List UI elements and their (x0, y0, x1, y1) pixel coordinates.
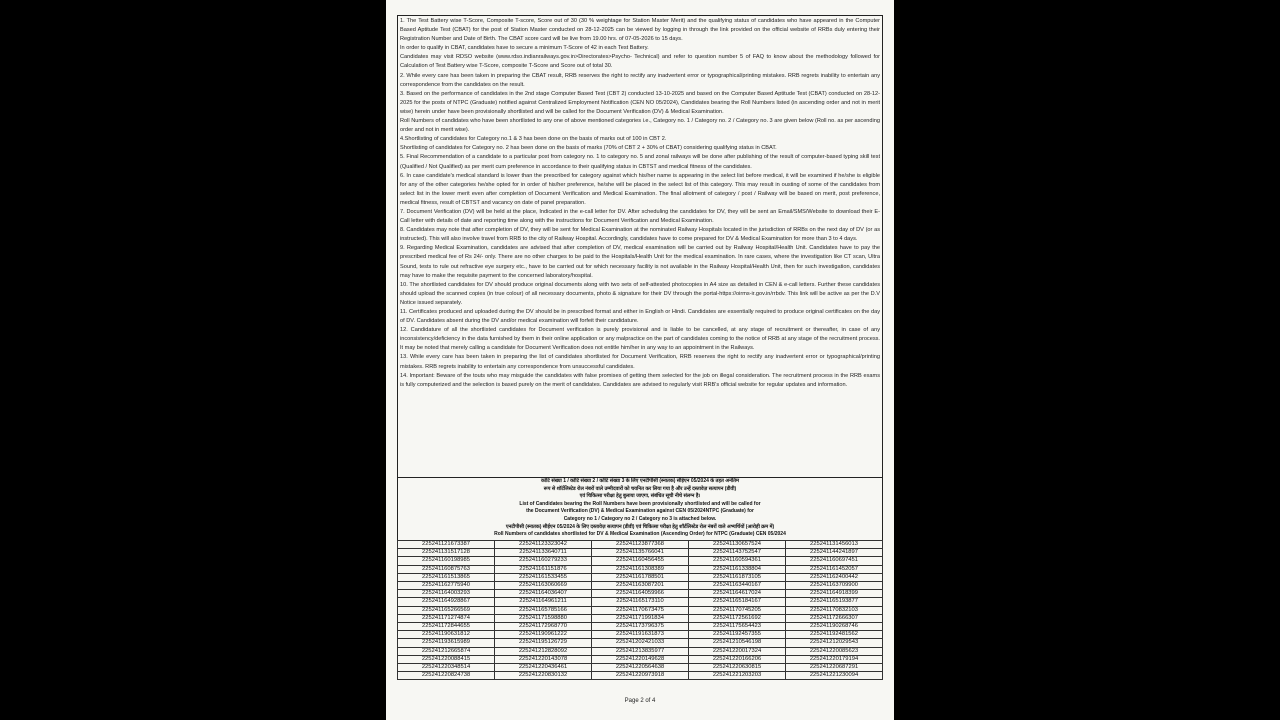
roll-number-cell: 225241220348514 (398, 664, 495, 672)
table-row (398, 664, 883, 672)
document-page (386, 0, 894, 720)
table-row (398, 590, 883, 598)
roll-number-cell: 225241212665874 (398, 647, 495, 655)
roll-number-cell: 225241220830132 (495, 672, 592, 680)
table-row (398, 582, 883, 590)
note-paragraph: Shortlisting of candidates for Category no. 2 has been done on the basis of marks (70% of CBT 2 + 30% of CBAT) considering qualifying status in CBAT. (400, 145, 777, 152)
roll-number-cell: 225241123323042 (495, 541, 592, 549)
roll-number-cell: 225241220179194 (786, 655, 883, 663)
roll-number-cell: 225241165173110 (592, 598, 689, 606)
note-paragraph: Roll Numbers of candidates who have been shortlisted to any one of above mentioned categories i.e., Category no. 1 / Category no. 2 / Category no. 3 are given below (Roll no. as per ascending order and not in merit wise). (400, 118, 880, 134)
table-row (398, 573, 883, 581)
roll-number-cell: 225241220973918 (592, 672, 689, 680)
table-row (398, 557, 883, 565)
table-row (398, 655, 883, 663)
roll-number-cell: 225241163709900 (786, 582, 883, 590)
roll-number-cell: 225241165785166 (495, 606, 592, 614)
header-line: List of Candidates bearing the Roll Numbers have been provisionally shortlisted and will be called for (519, 500, 761, 507)
roll-number-cell: 225241221203203 (689, 672, 786, 680)
note-paragraph: 11. Certificates produced and uploaded during the DV should be in prescribed format and either in English or Hindi. Candidates are essentially required to produce original certificates on the day of DV. Candidates absent during the DV and/or medical examination will forfeit their candidature. (400, 309, 880, 325)
roll-number-cell: 225241160279233 (495, 557, 592, 565)
table-row (398, 549, 883, 557)
roll-number-cell: 225241192457355 (689, 631, 786, 639)
roll-number-cell: 225241172844655 (398, 623, 495, 631)
roll-number-cell: 225241164617024 (689, 590, 786, 598)
roll-number-cell: 225241131456013 (786, 541, 883, 549)
roll-number-table (397, 540, 883, 680)
roll-number-cell: 225241210546198 (689, 639, 786, 647)
roll-number-cell: 225241191631873 (592, 631, 689, 639)
roll-number-cell: 225241170745205 (689, 606, 786, 614)
note-paragraph: 1. The Test Battery wise T-Score, Composite T-score, Score out of 30 (30 % weightage for Station Master Merit) and the qualifying status of candidates who have appeared in the Computer Based Aptitude Test (CBAT) for the post of Station Master conducted on 28-12-2025 can be viewed by logging in through the link provided on the official website of RRBs duly entering their Registration Number and Date of Birth. The CBAT score card will be live from 19.00 hrs. of 07-05-2026 to 15 days. (400, 18, 880, 43)
roll-number-cell: 225241163087201 (592, 582, 689, 590)
roll-number-cell: 225241170832103 (786, 606, 883, 614)
roll-number-cell: 225241163060669 (495, 582, 592, 590)
roll-number-cell: 225241160198985 (398, 557, 495, 565)
roll-number-cell: 225241144241897 (786, 549, 883, 557)
roll-number-cell: 225241220143078 (495, 655, 592, 663)
note-paragraph: 10. The shortlisted candidates for DV should produce original documents along with two sets of self-attested photocopies in A4 size as detailed in CEN & e-call letters. Further these candidates should upload the scanned copies (in true colour) of all necessary documents, photo & signature for their DV through the portal-https://oirms-ir.gov.in/rrbdv. This link will be active as per the D.V Notice issued separately. (400, 281, 880, 306)
roll-number-cell: 225241171598880 (495, 614, 592, 622)
note-paragraph: 5. Final Recommendation of a candidate to a particular post from category no. 1 to category no. 5 and zonal railways will be done after publishing of the result of computer-based typing skill test (Qualified / Not Qualified) as per merit cum preference in accordance to their qualifying status in CBTST and medical fitness of the candidates. (400, 154, 880, 170)
roll-number-cell: 225241171274874 (398, 614, 495, 622)
table-row (398, 647, 883, 655)
table-row (398, 565, 883, 573)
roll-number-cell: 225241160594361 (689, 557, 786, 565)
roll-number-cell: 225241173796375 (592, 623, 689, 631)
roll-number-cell: 225241220149628 (592, 655, 689, 663)
roll-number-cell: 225241164928867 (398, 598, 495, 606)
roll-number-cell: 225241220085623 (786, 647, 883, 655)
note-paragraph: 7. Document Verification (DV) will be held at the place, Indicated in the e-call letter for DV. After scheduling the candidates for DV, they will be sent an Email/SMS/Website to download their E-Call letter with details of date and reporting time along with the instructions for Document Verification and Medical Examination. (400, 208, 880, 225)
roll-number-cell: 225241220088415 (398, 655, 495, 663)
roll-number-cell: 225241220017324 (689, 647, 786, 655)
table-row (398, 631, 883, 639)
roll-number-cell: 225241161513865 (398, 573, 495, 581)
note-paragraph: 8. Candidates may note that after completion of DV, they will be sent for Medical Examination at the nominated Railway Hospitals located in the jurisdiction of RRBs on the next day of DV (or as instructed). This will also involve travel from RRB to the city of Railway Hospital. Accordingly, candidates have to come prepared for DV & Medical Examination for more than 3 to 4 days. (400, 227, 880, 243)
note-paragraph: Candidates may visit RDSO website (www.rdso.indianrailways.gov.in>Directorates>Psycho- Technical) and refer to question number 5 of FAQ to know about the methodology followed for Calculation of Test Battery wise T-Score, composite T-Score and Score out of total 30. (400, 54, 880, 70)
roll-number-cell: 225241202421033 (592, 639, 689, 647)
note-paragraph: 9. Regarding Medical Examination, candidates are advised that after completion of DV, medical examination will be carried out by Railway Hospital/Health Unit. Candidates have to pay the prescribed medical fee of Rs 24/- only. There are no other charges to be paid to the Hospitals/Health Unit for the medical examination. In rare cases, where the investigation like CT scan, Ultra Sound, tests to rule out refractive eye surgery etc., have to be carried out for which necessary facility is not available in the Railway Hospital/Health Unit, then for such investigation, candidates may have to make the requisite payment to the concerned laboratory/hospital. (400, 245, 880, 279)
roll-number-cell: 225241220166206 (689, 655, 786, 663)
roll-number-cell: 225241164059966 (592, 590, 689, 598)
roll-number-cell: 225241161308389 (592, 565, 689, 573)
note-paragraph: In order to qualify in CBAT, candidates have to secure a minimum T-Score of 42 in each Test Battery. (400, 45, 649, 52)
roll-number-cell: 225241221230094 (786, 672, 883, 680)
table-row (398, 541, 883, 549)
roll-number-cell: 225241165266569 (398, 606, 495, 614)
roll-number-cell: 225241172561692 (689, 614, 786, 622)
roll-number-cell: 225241133640711 (495, 549, 592, 557)
roll-number-cell: 225241161533455 (495, 573, 592, 581)
roll-number-cell: 225241172666307 (786, 614, 883, 622)
roll-number-cell: 225241212828092 (495, 647, 592, 655)
header-line: Roll Numbers of candidates shortlisted for DV & Medical Examination (Ascending Order) for NTPC (Graduate) CEN 05/2024 (494, 531, 786, 538)
roll-number-cell: 225241220630815 (689, 664, 786, 672)
list-header (397, 478, 883, 540)
roll-number-cell: 225241170673475 (592, 606, 689, 614)
roll-number-cell: 225241123877368 (592, 541, 689, 549)
roll-number-cell: 225241175654423 (689, 623, 786, 631)
roll-number-cell: 225241160456455 (592, 557, 689, 565)
header-line: कोटि संख्या 1 / कोटि संख्या 2 / कोटि संख्या 3 के लिए एनटीपीसी (स्नातक) सीईएन 05/2024 के तहत अनंतिम (541, 478, 739, 484)
table-row (398, 598, 883, 606)
roll-number-cell: 225241193615989 (398, 639, 495, 647)
note-paragraph: 13. While every care has been taken in preparing the list of candidates shortlisted for Document Verification, RRB reserves the right to rectify any inadvertent error or typographical/printing mistakes. RRB regrets inability to entertain any correspondence from unsuccessful candidates. (400, 354, 880, 370)
roll-number-cell: 225241190961222 (495, 631, 592, 639)
roll-number-cell: 225241160875763 (398, 565, 495, 573)
header-line: Category no 1 / Category no 2 / Category no 3 is attached below. (563, 515, 717, 522)
roll-number-cell: 225241163440167 (689, 582, 786, 590)
table-row (398, 672, 883, 680)
note-paragraph: 12. Candidature of all the shortlisted candidates for Document verification is purely provisional and is liable to be cancelled, at any stage of recruitment or thereafter, in case of any inconsistency/deficiency in the data furnished by them in their online application or any malpractice on the part of candidates coming to the notice of RRB at any stage of the recruitment process. It may be noted that merely calling a candidate for Document Verification does not entitle him/her in any way to an appointment in the Railways. (400, 327, 880, 352)
roll-number-cell: 225241195126729 (495, 639, 592, 647)
roll-number-cell: 225241164961211 (495, 598, 592, 606)
roll-number-cell: 225241162400442 (786, 573, 883, 581)
table-row (398, 623, 883, 631)
roll-number-cell: 225241164918399 (786, 590, 883, 598)
roll-number-cell: 225241212029543 (786, 639, 883, 647)
roll-number-cell: 225241161338804 (689, 565, 786, 573)
roll-number-cell: 225241130657524 (689, 541, 786, 549)
roll-number-cell: 225241172968770 (495, 623, 592, 631)
table-row (398, 639, 883, 647)
note-paragraph: 3. Based on the performance of candidates in the 2nd stage Computer Based Test (CBT 2) conducted 13-10-2025 and based on the Computer Based Aptitude Test (CBAT) conducted on 28-12-2025 for the posts of NTPC (Graduate) notified against Centralized Employment Notification (CEN NO 05/2024), Candidates bearing the Roll Numbers listed (in ascending order and not in merit wise) herein under have been provisionally shortlisted and will be called for the Document Verification (DV) & Medical Examination. (400, 90, 880, 115)
roll-number-cell: 225241165184167 (689, 598, 786, 606)
header-line: एनटीपीसी (स्नातक) सीईएन 05/2024 के लिए दस्तावेज़ सत्यापन (डीवी) एवं चिकित्सा परीक्षा हेतु शॉर्टलिस्टेड रोल नंबरों वाले अभ्यर्थियों (आरोही क्रम में) (505, 523, 775, 530)
table-row (398, 606, 883, 614)
table-row (398, 614, 883, 622)
roll-number-cell: 225241160697451 (786, 557, 883, 565)
roll-number-cell: 225241164036407 (495, 590, 592, 598)
roll-number-cell: 225241131517128 (398, 549, 495, 557)
roll-number-cell: 225241161452057 (786, 565, 883, 573)
header-line: एवं चिकित्सा परीक्षा हेतु बुलाया जाएगा, संबंधित सूची नीचे संलग्न है। (579, 493, 701, 500)
roll-number-cell: 225241161788501 (592, 573, 689, 581)
page-number: Page 2 of 4 (624, 698, 656, 704)
note-paragraph: 14. Important: Beware of the touts who may misguide the candidates with false promises of getting them selected for the job on illegal consideration. The recruitment process in the RRB exams is fully computerized and the selection is based purely on the merit of candidates. Candidates are advised to regularly visit RRB's official website for regular updates and information. (400, 372, 880, 388)
roll-number-cell: 225241220436461 (495, 664, 592, 672)
roll-number-cell: 225241171991834 (592, 614, 689, 622)
roll-number-cell: 225241165193877 (786, 598, 883, 606)
roll-number-cell: 225241161873105 (689, 573, 786, 581)
roll-number-cell: 225241143752547 (689, 549, 786, 557)
roll-number-cell: 225241121673387 (398, 541, 495, 549)
roll-number-cell: 225241220564638 (592, 664, 689, 672)
note-paragraph: 6. In case candidate's medical standard is lower than the prescribed for category against which his/her name is appearing in the select list before medical, it will be examined if he/she is eligible for any of the other categories he/she opted for in order of his/her preference, he/she will be placed in the select list of this category. This may result in ousting of some of the candidates from select list in the lower merit even after completion of Document Verification and Medical Examination. The final allotment of category / post / Railway will be based on merit, post preference, medical fitness, result of CBTST and vacancy on date of panel preparation. (400, 172, 880, 206)
roll-number-cell: 225241192481562 (786, 631, 883, 639)
roll-number-cell: 225241220824738 (398, 672, 495, 680)
roll-number-cell: 225241220687291 (786, 664, 883, 672)
roll-number-cell: 225241135766041 (592, 549, 689, 557)
roll-number-cell: 225241213835977 (592, 647, 689, 655)
roll-number-cell: 225241164003293 (398, 590, 495, 598)
header-line: रूप से शॉर्टलिस्टेड रोल नंबरों वाले उम्मीदवारों को चयनित कर लिया गया है और उन्हें दस्तावेज़ सत्यापन (डीवी) (543, 485, 737, 492)
note-paragraph: 2. While every care has been taken in preparing the CBAT result, RRB reserves the right to rectify any inadvertent error or typographical/printing mistakes. RRB regrets inability to entertain any correspondence from the candidates on the result. (400, 72, 880, 88)
roll-number-cell: 225241162775940 (398, 582, 495, 590)
roll-number-cell: 225241190631812 (398, 631, 495, 639)
roll-number-cell: 225241161151876 (495, 565, 592, 573)
header-line: the Document Verification (DV) & Medical Examination against CEN 05/2024NTPC (Graduate) for (526, 508, 754, 515)
notes-section (397, 15, 883, 478)
roll-number-cell: 225241190268746 (786, 623, 883, 631)
note-paragraph: 4.Shortlisting of candidates for Category no.1 & 3 has been done on the basis of marks out of 100 in CBT 2. (400, 136, 667, 143)
